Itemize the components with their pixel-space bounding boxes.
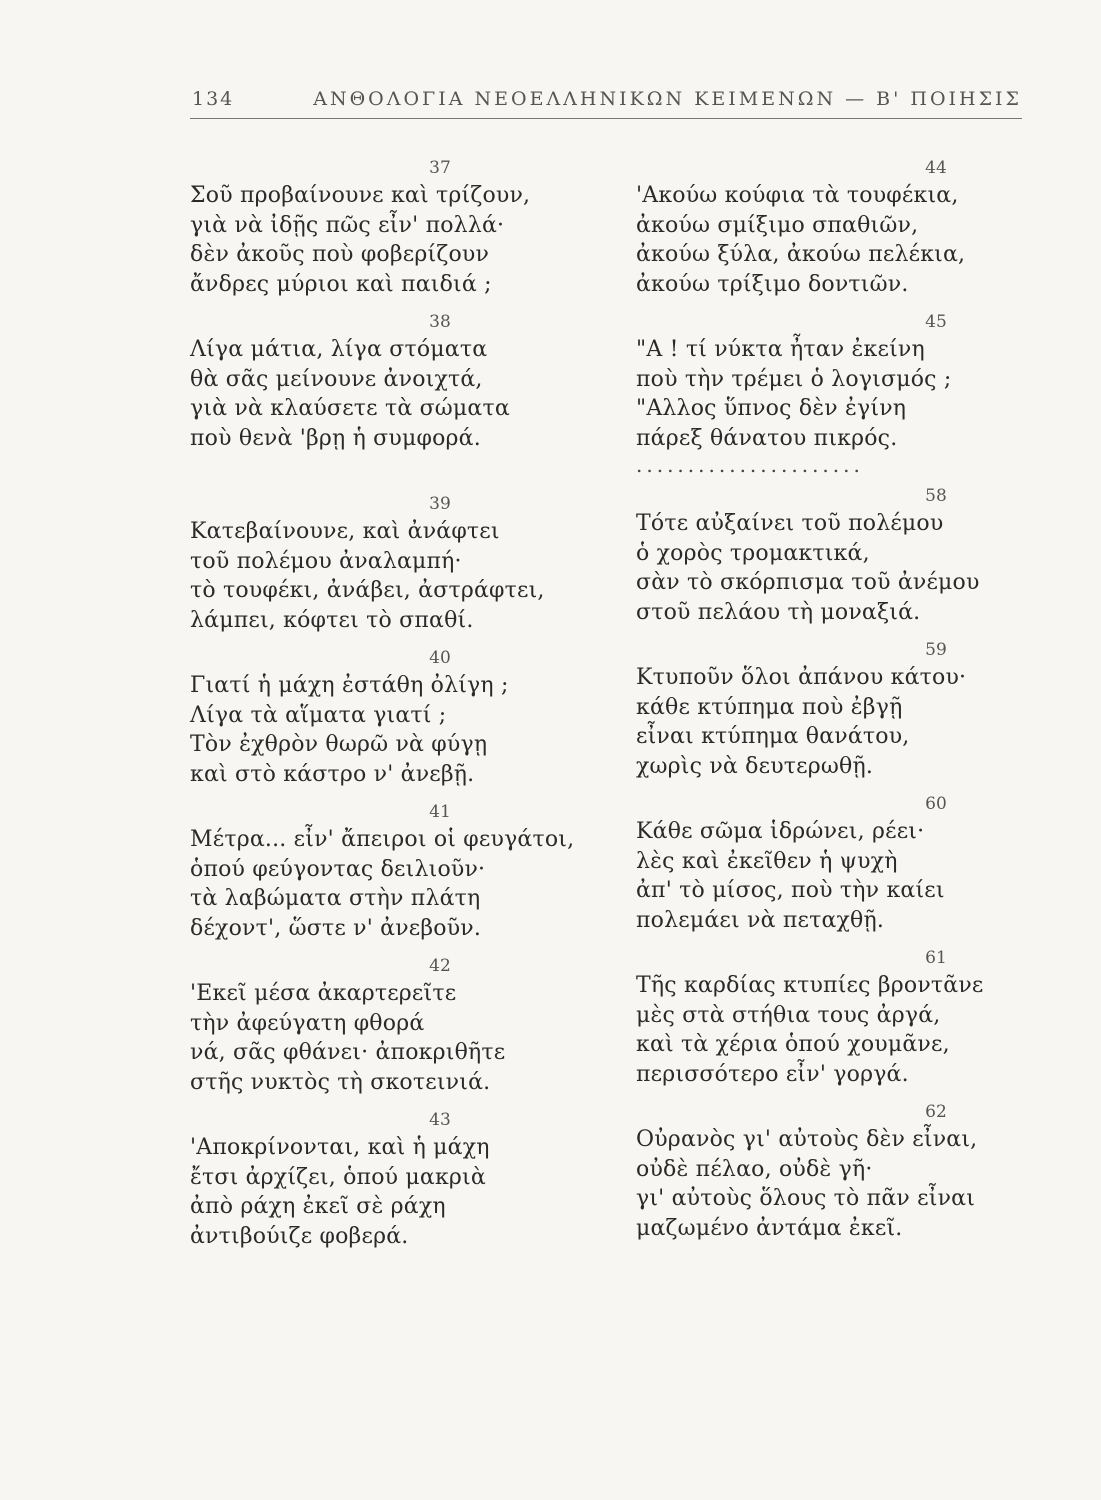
stanza-45 [636, 309, 1056, 453]
verse-line: ὁ χορὸς τρομακτικά, [636, 540, 870, 566]
verse-line: 'Αποκρίνονται, καὶ ἡ μάχη [190, 1135, 490, 1160]
stanza-43 [190, 1107, 610, 1251]
stanza-number: 58 [925, 486, 947, 506]
verse-line: καὶ στὸ κάστρο ν' ἀνεβῇ. [190, 761, 475, 787]
stanza-number: 37 [429, 158, 451, 178]
verse-line: χωρὶς νὰ δευτερωθῇ. [636, 753, 874, 779]
stanza-42 [190, 953, 610, 1097]
verse-line: μαζωμένο ἀντάμα ἐκεῖ. [636, 1215, 903, 1241]
stanza-44 [636, 155, 1056, 299]
verse-line: Λίγα μάτια, λίγα στόματα [190, 337, 488, 362]
verse-line: πάρεξ θάνατου πικρός. [636, 425, 898, 451]
verse-line: Μέτρα... εἶν' ἄπειροι οἱ φευγάτοι, [190, 827, 575, 852]
verse-line: γιὰ νὰ κλαύσετε τὰ σώματα [190, 396, 510, 421]
stanza-61 [636, 945, 1056, 1089]
stanza-37 [190, 155, 610, 299]
verse-line: Κατεβαίνουνε, καὶ ἀνάφτει [190, 519, 500, 544]
stanza-number: 39 [429, 494, 451, 514]
verse-line: Κάθε σῶμα ἱδρώνει, ρέει· [636, 819, 925, 844]
verse-line: τὸ τουφέκι, ἀνάβει, ἀστράφτει, [190, 578, 545, 603]
verse-line: δὲν ἀκοῦς ποὺ φοβερίζουν [190, 242, 490, 267]
stanza-number: 45 [925, 312, 947, 332]
verse-line: ἀπ' τὸ μίσος, ποὺ τὴν καίει [636, 878, 945, 903]
verse-line: ἀπὸ ράχη ἐκεῖ σὲ ράχη [190, 1194, 446, 1219]
stanza-number: 42 [429, 956, 451, 976]
verse-line: γιὰ νὰ ἰδῇς πῶς εἶν' πολλά· [190, 212, 505, 238]
verse-line: περισσότερο εἶν' γοργά. [636, 1061, 909, 1087]
stanza-number: 62 [925, 1102, 947, 1122]
verse-line: ποὺ τὴν τρέμει ὁ λογισμός ; [636, 366, 952, 392]
verse-line: 'Ακούω κούφια τὰ τουφέκια, [636, 183, 959, 208]
verse-line: πολεμάει νὰ πεταχθῇ. [636, 907, 885, 933]
verse-line: γι' αὐτοὺς ὅλους τὸ πᾶν εἶναι [636, 1186, 976, 1211]
verse-line: τὰ λαβώματα στὴν πλάτη [190, 886, 481, 911]
stanza-58 [636, 483, 1056, 627]
stanza-40 [190, 645, 610, 789]
verse-line: Κτυποῦν ὅλοι ἀπάνου κάτου· [636, 665, 967, 690]
verse-line: ὁπού φεύγοντας δειλιοῦν· [190, 856, 486, 882]
stanza-60 [636, 791, 1056, 935]
stanza-59 [636, 637, 1056, 781]
verse-line: μὲς στὰ στήθια τους ἀργά, [636, 1002, 941, 1028]
verse-line: εἶναι κτύπημα θανάτου, [636, 724, 910, 749]
left-column [190, 155, 610, 1251]
verse-line: ἀκούω τρίξιμο δοντιῶν. [636, 271, 909, 297]
page-header [192, 88, 1022, 118]
verse-line: νά, σᾶς φθάνει· ἀποκριθῆτε [190, 1040, 506, 1065]
running-title: ΑΝΘΟΛΟΓΙΑ ΝΕΟΕΛΛΗΝΙΚΩΝ ΚΕΙΜΕΝΩΝ — Β' ΠΟΙΗΣΙΣ [313, 88, 1022, 110]
verse-line: "Αλλος ὕπνος δὲν ἐγίνη [636, 396, 907, 421]
verse-line: 'Εκεῖ μέσα ἀκαρτερεῖτε [190, 981, 457, 1006]
omission-dots: ...................... [636, 453, 864, 477]
stanza-number: 61 [925, 948, 947, 968]
page-number: 134 [192, 88, 235, 110]
verse-line: σὰν τὸ σκόρπισμα τοῦ ἀνέμου [636, 570, 980, 595]
verse-line: "Α ! τί νύκτα ἦταν ἐκείνη [636, 337, 925, 362]
verse-line: λάμπει, κόφτει τὸ σπαθί. [190, 607, 474, 633]
verse-line: ποὺ θενὰ 'βρῃ ἡ συμφορά. [190, 425, 481, 451]
verse-line: Τὸν ἐχθρὸν θωρῶ νὰ φύγῃ [190, 732, 488, 757]
verse-line: ἄνδρες μύριοι καὶ παιδιά ; [190, 271, 492, 297]
stanza-39 [190, 491, 610, 635]
stanza-number: 59 [925, 640, 947, 660]
stanza-number: 40 [429, 648, 451, 668]
stanza-38 [190, 309, 610, 453]
verse-line: Σοῦ προβαίνουνε καὶ τρίζουν, [190, 183, 531, 208]
verse-line: στῆς νυκτὸς τὴ σκοτεινιά. [190, 1069, 491, 1095]
verse-line: τοῦ πολέμου ἀναλαμπή· [190, 548, 462, 574]
verse-line: οὐδὲ πέλαο, οὐδὲ γῆ· [636, 1156, 873, 1182]
verse-line: καὶ τὰ χέρια ὁπού χουμᾶνε, [636, 1032, 950, 1057]
verse-line: ἀκούω ξύλα, ἀκούω πελέκια, [636, 242, 966, 267]
stanza-number: 43 [429, 1110, 451, 1130]
verse-line: Τῆς καρδίας κτυπίες βροντᾶνε [636, 973, 984, 998]
stanza-number: 44 [925, 158, 947, 178]
stanza-number: 60 [925, 794, 947, 814]
stanza-41 [190, 799, 610, 943]
stanza-number: 38 [429, 312, 451, 332]
verse-line: Γιατί ἡ μάχη ἐστάθη ὀλίγη ; [190, 673, 509, 698]
verse-line: κάθε κτύπημα ποὺ ἐβγῇ [636, 694, 903, 720]
verse-line: λὲς καὶ ἐκεῖθεν ἡ ψυχὴ [636, 848, 898, 874]
verse-line: ἀντιβούιζε φοβερά. [190, 1223, 409, 1249]
verse-line: ἔτσι ἀρχίζει, ὁπού μακριὰ [190, 1164, 486, 1190]
verse-line: θὰ σᾶς μείνουνε ἀνοιχτά, [190, 366, 483, 392]
verse-line: Λίγα τὰ αἵματα γιατί ; [190, 702, 447, 728]
verse-line: Οὐρανὸς γι' αὐτοὺς δὲν εἶναι, [636, 1127, 978, 1152]
verse-line: ἀκούω σμίξιμο σπαθιῶν, [636, 212, 919, 238]
right-column [636, 155, 1056, 1243]
stanza-number: 41 [429, 802, 451, 822]
verse-line: Τότε αὐξαίνει τοῦ πολέμου [636, 511, 944, 536]
header-rule [190, 118, 1022, 119]
verse-line: τὴν ἀφεύγατη φθορά [190, 1010, 425, 1036]
stanza-62 [636, 1099, 1056, 1243]
verse-line: στοῦ πελάου τὴ μοναξιά. [636, 599, 921, 625]
verse-line: δέχοντ', ὥστε ν' ἀνεβοῦν. [190, 915, 482, 941]
